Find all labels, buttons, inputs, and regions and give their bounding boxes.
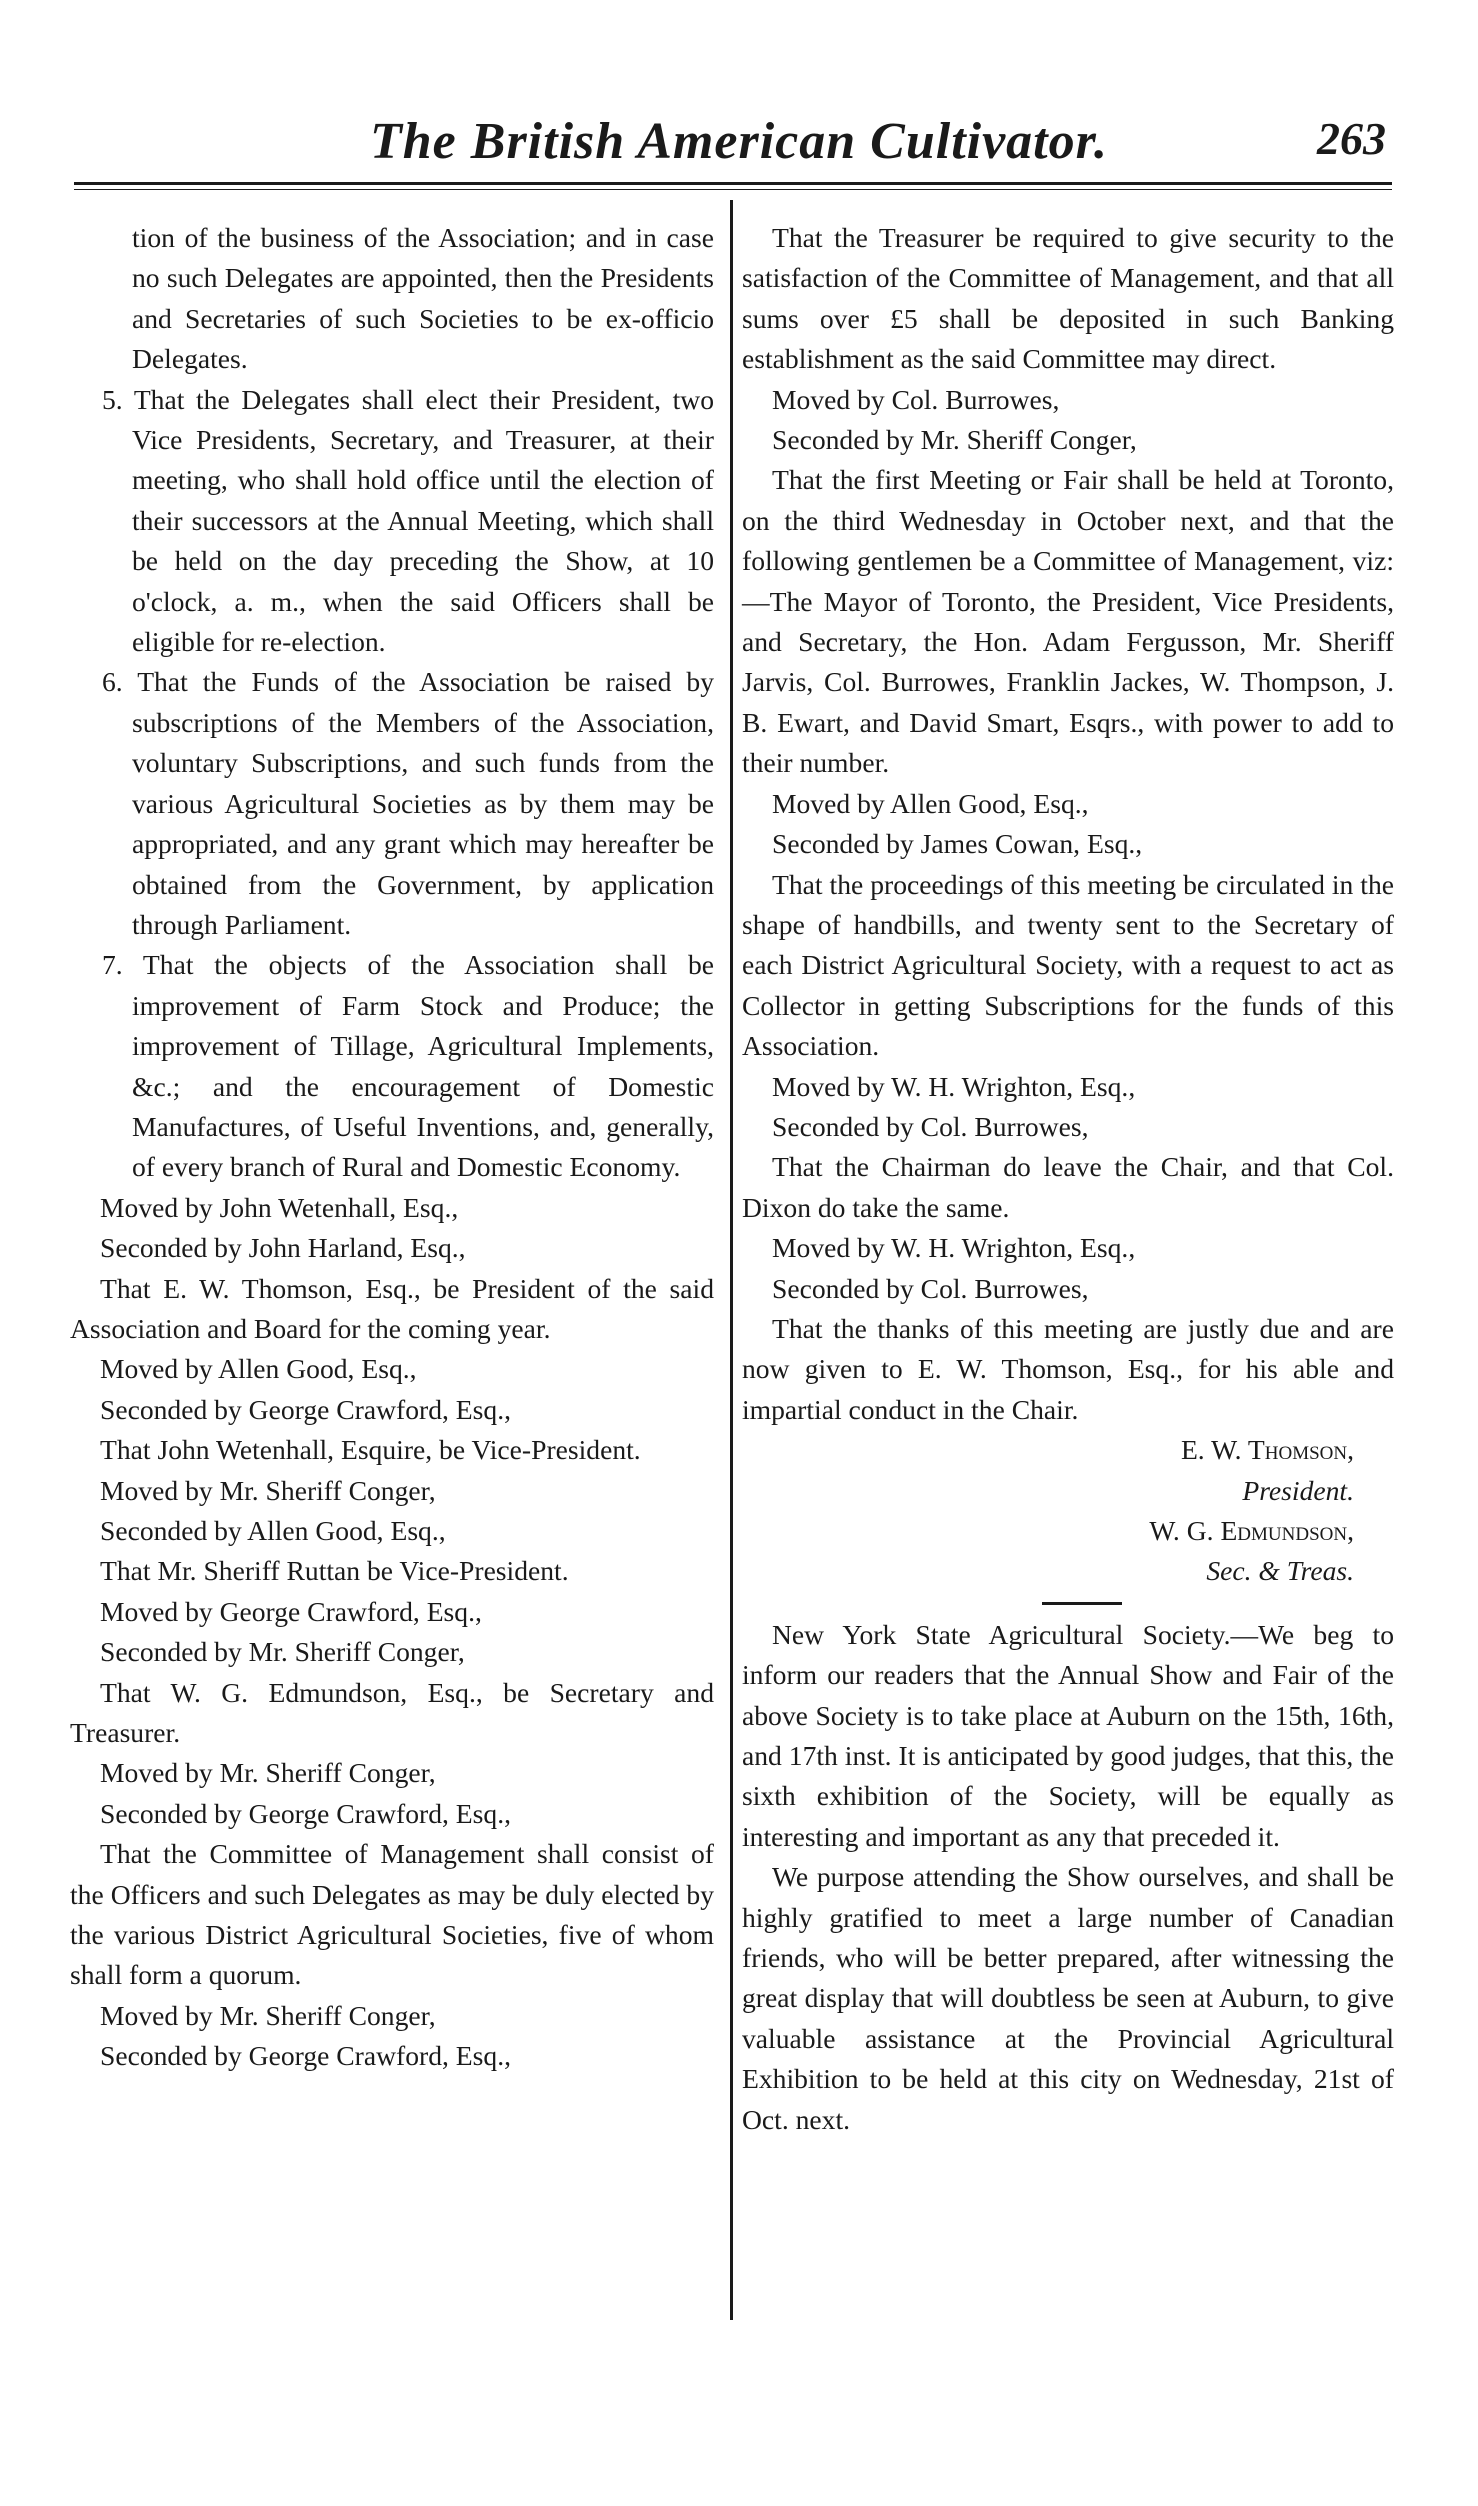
numbered-resolution: 7. That the objects of the Association shall be improvement of Farm Stock and Produce; the improvement of Tillage, Agricultural Implements, &c.; and the encouragement of Domestic Manufactures, of Useful Inventions, and, generally, of every branch of Rural and Domestic Economy. — [102, 949, 714, 1183]
signature-title: Sec. & Treas. — [1206, 1555, 1354, 1587]
motion-line: Seconded by George Crawford, Esq., — [100, 1797, 511, 1829]
motion-line: Seconded by George Crawford, Esq., — [100, 1393, 511, 1425]
motion-line: Seconded by Col. Burrowes, — [772, 1272, 1089, 1304]
motion-line: Moved by Col. Burrowes, — [772, 383, 1060, 415]
left-column — [70, 218, 714, 2077]
motion-line: Seconded by James Cowan, Esq., — [772, 828, 1143, 860]
numbered-resolution: 5. That the Delegates shall elect their President, two Vice Presidents, Secretary, and Treasurer, at their meeting, who shall hold office until the election of their successors at the Annual Meeting, which shall be held on the day preceding the Show, at 10 o'clock, a. m., when the said Officers shall be eligible for re-election. — [102, 383, 714, 658]
motion-line: Seconded by Allen Good, Esq., — [100, 1515, 446, 1546]
motion-line: Moved by Mr. Sheriff Conger, — [100, 1757, 436, 1789]
resolution: That the proceedings of this meeting be circulated in the shape of handbills, and twenty sent to the Secretary of each District Agricultural Society, with a request to act as Collector in getting Subscriptions for the funds of this Association. — [742, 868, 1394, 1062]
motion-line: Moved by Allen Good, Esq., — [100, 1353, 417, 1385]
motion-line: Seconded by Col. Burrowes, — [772, 1110, 1089, 1142]
motion-line: Seconded by Mr. Sheriff Conger, — [772, 424, 1137, 456]
right-column — [742, 218, 1394, 2140]
resolution: That the Treasurer be required to give security to the satisfaction of the Committee of Management, and that all sums over £5 shall be deposited in such Banking establishment as the said Committee may direct. — [742, 222, 1394, 375]
resolution: That the thanks of this meeting are justly due and are now given to E. W. Thomson, Esq., for his able and impartial conduct in the Chair. — [742, 1312, 1394, 1425]
motion-line: Moved by Mr. Sheriff Conger, — [100, 1999, 436, 2031]
signature-name: E. W. Thomson, — [1180, 1434, 1354, 1466]
motion-line: Moved by George Crawford, Esq., — [100, 1595, 482, 1627]
motion-line: Moved by Allen Good, Esq., — [772, 787, 1089, 819]
header-rule-thin — [74, 189, 1392, 190]
article-paragraph: New York State Agricultural Society.—We beg to inform our readers that the Annual Show and Fair of the above Society is to take place at Auburn on the 15th, 16th, and 17th inst. It is anticipated by good judges, that this, the sixth exhibition of the Society, will be equally as interesting and important as any that preceded it. — [742, 1618, 1394, 1852]
resolution: That the first Meeting or Fair shall be held at Toronto, on the third Wednesday in October next, and that the following gentlemen be a Committee of Management, viz:—The Mayor of Toronto, the President, Vice Presidents, and Secretary, the Hon. Adam Fergusson, Mr. Sheriff Jarvis, Col. Burrowes, Franklin Jackes, W. Thompson, J. B. Ewart, and David Smart, Esqrs., with power to add to their number. — [742, 464, 1394, 779]
motion-line: Seconded by John Harland, Esq., — [100, 1232, 466, 1264]
resolution: That E. W. Thomson, Esq., be President of the said Association and Board for the coming year. — [70, 1272, 714, 1344]
header-rule-thick — [74, 182, 1392, 185]
motion-line: Moved by W. H. Wrighton, Esq., — [772, 1070, 1136, 1102]
column-divider — [730, 200, 733, 2320]
article-paragraph: We purpose attending the Show ourselves, and shall be highly gratified to meet a large number of Canadian friends, who will be better prepared, after witnessing the great display that will doubtless be seen at Auburn, to give valuable assistance at the Provincial Agricultural Exhibition to be held at this city on Wednesday, 21st of Oct. next. — [742, 1861, 1394, 2135]
motion-line: Moved by W. H. Wrighton, Esq., — [772, 1232, 1136, 1264]
motion-line: Moved by John Wetenhall, Esq., — [100, 1191, 459, 1223]
resolution: That the Chairman do leave the Chair, and that Col. Dixon do take the same. — [742, 1151, 1394, 1223]
resolution: That John Wetenhall, Esquire, be Vice-President. — [100, 1434, 641, 1466]
resolution: That the Committee of Management shall consist of the Officers and such Delegates as may be duly elected by the various District Agricultural Societies, five of whom shall form a quorum. — [70, 1838, 714, 1991]
signature-title: President. — [1242, 1474, 1354, 1506]
section-divider — [1042, 1602, 1122, 1605]
signature-name: W. G. Edmundson, — [1149, 1515, 1354, 1546]
resolution: That W. G. Edmundson, Esq., be Secretary and Treasurer. — [70, 1676, 714, 1749]
motion-line: Seconded by George Crawford, Esq., — [100, 2040, 511, 2072]
running-head-title: The British American Cultivator. — [370, 113, 1108, 170]
page-number: 263 — [1317, 113, 1386, 164]
resolution: That Mr. Sheriff Ruttan be Vice-President. — [100, 1555, 569, 1587]
numbered-resolution: 6. That the Funds of the Association be raised by subscriptions of the Members of the Association, voluntary Subscriptions, and such funds from the various Agricultural Societies as by them may be appropriated, and any grant which may hereafter be obtained from the Government, by application through Parliament. — [102, 666, 714, 940]
motion-line: Moved by Mr. Sheriff Conger, — [100, 1474, 436, 1506]
motion-line: Seconded by Mr. Sheriff Conger, — [100, 1636, 465, 1668]
paragraph: tion of the business of the Association; and in case no such Delegates are appointed, then the Presidents and Secretaries of such Societies to be ex-officio Delegates. — [132, 222, 714, 375]
